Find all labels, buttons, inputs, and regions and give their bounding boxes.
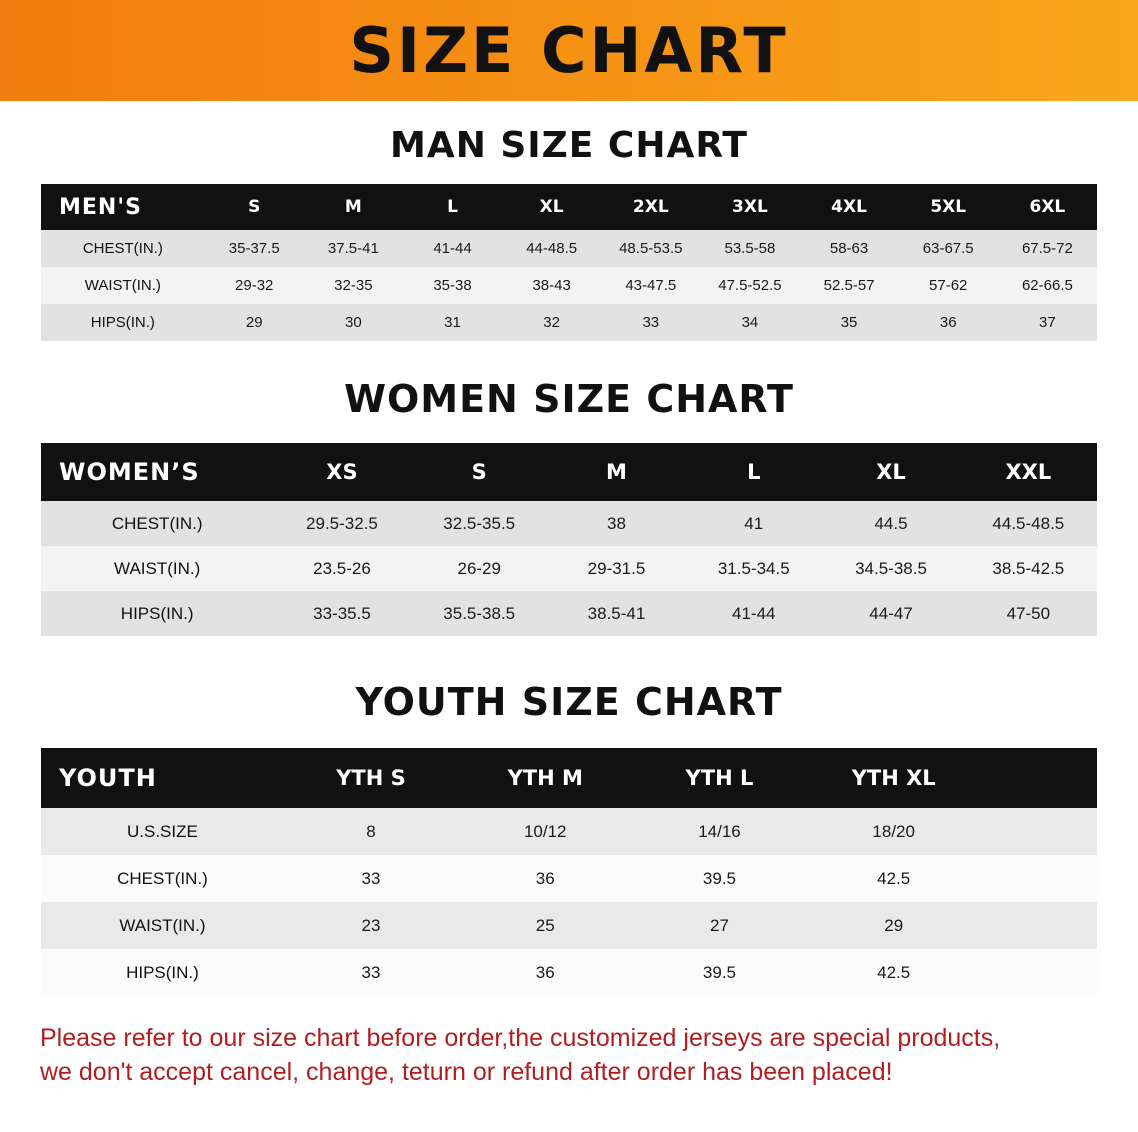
table-row [41,230,1097,267]
man-chest-s: 35-37.5 [205,230,304,267]
women-hips-xs: 33-35.5 [273,591,410,636]
youth-waist-s: 23 [284,902,458,949]
women-header-row [41,443,1097,501]
youth-ussize-m: 10/12 [458,808,632,855]
man-section-title: MAN SIZE CHART [390,125,748,166]
man-waist-5xl: 57-62 [899,267,998,304]
youth-spacer-cell [981,808,1097,855]
man-row-label-waist: WAIST(IN.) [41,267,205,304]
women-hips-m: 38.5-41 [548,591,685,636]
youth-waist-m: 25 [458,902,632,949]
youth-hips-xl: 42.5 [807,949,981,996]
man-chest-3xl: 53.5-58 [700,230,799,267]
women-waist-xs: 23.5-26 [273,546,410,591]
youth-chest-m: 36 [458,855,632,902]
youth-spacer-cell [981,902,1097,949]
women-col-1: XS [273,443,410,501]
women-table-body [41,501,1097,636]
youth-col-spacer [981,748,1097,808]
man-hips-2xl: 33 [601,304,700,341]
man-col-3: L [403,184,502,230]
table-row [41,304,1097,341]
youth-col-4: YTH XL [807,748,981,808]
youth-row-label-ussize: U.S.SIZE [41,808,284,855]
youth-ussize-xl: 18/20 [807,808,981,855]
women-waist-xxl: 38.5-42.5 [960,546,1097,591]
women-table-head [41,443,1097,501]
man-col-9: 6XL [998,184,1097,230]
man-waist-2xl: 43-47.5 [601,267,700,304]
man-header-row [41,184,1097,230]
man-col-1: S [205,184,304,230]
youth-row-label-chest: CHEST(IN.) [41,855,284,902]
man-waist-xl: 38-43 [502,267,601,304]
man-col-2: M [304,184,403,230]
women-chest-xl: 44.5 [822,501,959,546]
man-waist-4xl: 52.5-57 [800,267,899,304]
table-row [41,267,1097,304]
youth-waist-xl: 29 [807,902,981,949]
man-waist-l: 35-38 [403,267,502,304]
youth-ussize-l: 14/16 [632,808,806,855]
table-row [41,591,1097,636]
header-banner [0,0,1138,101]
women-row-label-hips: HIPS(IN.) [41,591,273,636]
youth-row-label-waist: WAIST(IN.) [41,902,284,949]
women-size-table [41,443,1097,636]
youth-table-wrap [0,748,1138,996]
women-chest-s: 32.5-35.5 [411,501,548,546]
women-waist-xl: 34.5-38.5 [822,546,959,591]
man-chest-2xl: 48.5-53.5 [601,230,700,267]
youth-col-2: YTH M [458,748,632,808]
man-row-label-hips: HIPS(IN.) [41,304,205,341]
man-col-8: 5XL [899,184,998,230]
youth-table-head [41,748,1097,808]
table-row [41,808,1097,855]
women-col-3: M [548,443,685,501]
man-hips-l: 31 [403,304,502,341]
women-col-2: S [411,443,548,501]
women-col-4: L [685,443,822,501]
man-header-label: MEN'S [41,184,205,230]
women-hips-xxl: 47-50 [960,591,1097,636]
women-row-label-waist: WAIST(IN.) [41,546,273,591]
man-chest-m: 37.5-41 [304,230,403,267]
man-waist-s: 29-32 [205,267,304,304]
man-col-5: 2XL [601,184,700,230]
women-chest-l: 41 [685,501,822,546]
man-chest-l: 41-44 [403,230,502,267]
youth-spacer-cell [981,855,1097,902]
women-hips-s: 35.5-38.5 [411,591,548,636]
table-row [41,855,1097,902]
man-waist-6xl: 62-66.5 [998,267,1097,304]
man-table-body [41,230,1097,341]
policy-note-line-2: we don't accept cancel, change, teturn or refund after order has been placed! [40,1057,893,1086]
youth-table-body [41,808,1097,996]
man-row-label-chest: CHEST(IN.) [41,230,205,267]
youth-header-row [41,748,1097,808]
youth-chest-xl: 42.5 [807,855,981,902]
women-chest-xxl: 44.5-48.5 [960,501,1097,546]
man-table-head [41,184,1097,230]
women-row-label-chest: CHEST(IN.) [41,501,273,546]
youth-hips-l: 39.5 [632,949,806,996]
man-chest-6xl: 67.5-72 [998,230,1097,267]
women-col-6: XXL [960,443,1097,501]
youth-hips-s: 33 [284,949,458,996]
man-hips-5xl: 36 [899,304,998,341]
man-hips-s: 29 [205,304,304,341]
women-table-wrap [0,443,1138,636]
youth-spacer-cell [981,949,1097,996]
youth-section-title: YOUTH SIZE CHART [355,680,783,724]
table-row [41,546,1097,591]
youth-chest-s: 33 [284,855,458,902]
youth-row-label-hips: HIPS(IN.) [41,949,284,996]
youth-waist-l: 27 [632,902,806,949]
women-section-title: WOMEN SIZE CHART [344,377,794,421]
page-title: SIZE CHART [349,13,789,87]
man-col-6: 3XL [700,184,799,230]
policy-note [40,1022,1098,1090]
youth-col-1: YTH S [284,748,458,808]
youth-header-label: YOUTH [41,748,284,808]
women-hips-xl: 44-47 [822,591,959,636]
man-chest-4xl: 58-63 [800,230,899,267]
women-header-label: WOMEN’S [41,443,273,501]
women-hips-l: 41-44 [685,591,822,636]
women-waist-s: 26-29 [411,546,548,591]
man-waist-3xl: 47.5-52.5 [700,267,799,304]
women-waist-m: 29-31.5 [548,546,685,591]
man-hips-xl: 32 [502,304,601,341]
man-chest-xl: 44-48.5 [502,230,601,267]
man-hips-m: 30 [304,304,403,341]
man-hips-6xl: 37 [998,304,1097,341]
youth-chest-l: 39.5 [632,855,806,902]
man-hips-4xl: 35 [800,304,899,341]
man-size-table [41,184,1097,341]
table-row [41,501,1097,546]
man-table-wrap [0,184,1138,341]
women-chest-m: 38 [548,501,685,546]
man-chest-5xl: 63-67.5 [899,230,998,267]
table-row [41,949,1097,996]
man-hips-3xl: 34 [700,304,799,341]
youth-hips-m: 36 [458,949,632,996]
man-col-7: 4XL [800,184,899,230]
youth-col-3: YTH L [632,748,806,808]
women-chest-xs: 29.5-32.5 [273,501,410,546]
youth-ussize-s: 8 [284,808,458,855]
women-waist-l: 31.5-34.5 [685,546,822,591]
table-row [41,902,1097,949]
man-waist-m: 32-35 [304,267,403,304]
policy-note-line-1: Please refer to our size chart before order,the customized jerseys are special products, [40,1024,1001,1052]
women-col-5: XL [822,443,959,501]
youth-size-table [41,748,1097,996]
man-col-4: XL [502,184,601,230]
